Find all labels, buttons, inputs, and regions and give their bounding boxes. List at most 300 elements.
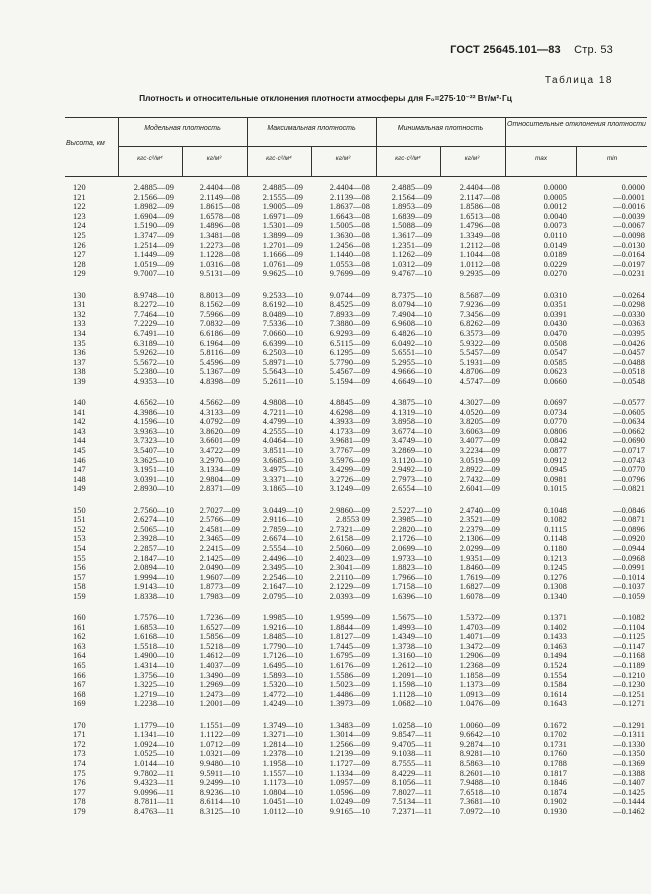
cell-max-kg: 7.3880—09 [329, 319, 370, 329]
cell-max-kg: 2.1229—09 [329, 582, 370, 592]
cell-model-kgf: 2.4885—09 [133, 183, 174, 192]
cell-altitude: 125 [73, 231, 86, 240]
cell-rel-max: 0.0270 [543, 269, 567, 279]
cell-min-kg: 9.2874—10 [459, 739, 500, 749]
cell-rel-min: —0.0634 [613, 417, 645, 427]
cell-altitude: 132 [73, 309, 86, 319]
cell-model-kgf: 2.5065—10 [133, 524, 174, 534]
cell-rel-max: 0.1760 [543, 749, 567, 759]
cell-max-kg: 1.8844—09 [329, 622, 370, 632]
cell-max-kgf: 1.6971—09 [262, 211, 303, 221]
cell-min-kg: 1.1044—08 [459, 250, 500, 260]
cell-max-kgf: 9.2533—10 [262, 290, 303, 300]
header-unit-kg: кг/м³ [335, 155, 351, 162]
cell-max-kgf: 1.5893—10 [262, 670, 303, 680]
cell-model-kgf: 5.9262—10 [133, 348, 174, 358]
cell-min-kg: 3.0519—09 [459, 455, 500, 465]
cell-model-kg: 7.0832—09 [199, 319, 240, 329]
cell-model-kgf: 1.3756—10 [133, 670, 174, 680]
cell-rel-max: 0.0585 [543, 357, 567, 367]
cell-altitude: 126 [73, 240, 86, 250]
cell-model-kg: 1.8773—09 [199, 582, 240, 592]
cell-min-kgf: 9.4705—11 [391, 739, 432, 749]
cell-altitude: 178 [73, 797, 86, 807]
cell-min-kgf: 8.1056—11 [391, 778, 432, 788]
cell-altitude: 162 [73, 632, 86, 642]
cell-max-kgf: 2.0795—10 [262, 591, 303, 601]
cell-rel-max: 0.0149 [543, 240, 567, 250]
cell-model-kgf: 4.1596—10 [133, 417, 174, 427]
cell-model-kgf: 5.5672—10 [133, 357, 174, 367]
cell-min-kg: 2.2379—09 [459, 524, 500, 534]
cell-rel-max: 0.1015 [543, 484, 567, 494]
cell-max-kg: 1.2566—09 [329, 739, 370, 749]
cell-model-kg: 1.0316—08 [199, 259, 240, 269]
cell-min-kg: 1.3349—08 [459, 231, 500, 240]
cell-model-kgf: 8.2272—10 [133, 300, 174, 310]
cell-model-kgf: 1.2238—10 [133, 699, 174, 709]
cell-altitude: 155 [73, 553, 86, 563]
cell-model-kgf: 1.3225—10 [133, 680, 174, 690]
cell-max-kg: 1.8127—09 [329, 632, 370, 642]
cell-max-kgf: 1.9216—10 [262, 622, 303, 632]
cell-rel-min: —0.0426 [613, 338, 645, 348]
cell-model-kg: 2.8371—09 [199, 484, 240, 494]
cell-max-kg: 1.3014—09 [329, 730, 370, 740]
cell-rel-min: —0.1059 [613, 591, 645, 601]
cell-model-kg: 1.0712—09 [199, 739, 240, 749]
cell-rel-max: 0.0229 [543, 259, 567, 269]
cell-model-kg: 1.2969—09 [199, 680, 240, 690]
cell-min-kgf: 7.4904—10 [391, 309, 432, 319]
cell-altitude: 145 [73, 446, 86, 455]
cell-min-kg: 3.4077—09 [459, 436, 500, 446]
cell-rel-min: —0.0944 [613, 543, 645, 553]
cell-model-kgf: 8.9748—10 [133, 290, 174, 300]
cell-max-kg: 2.9860—09 [329, 505, 370, 515]
cell-altitude: 179 [73, 806, 86, 816]
cell-max-kg: 2.4023—09 [329, 553, 370, 563]
cell-rel-min: —0.1168 [613, 651, 645, 661]
cell-rel-min: —0.1444 [613, 797, 645, 807]
cell-model-kg: 8.8013—09 [199, 290, 240, 300]
cell-min-kgf: 7.8027—11 [391, 787, 432, 797]
cell-altitude: 167 [73, 680, 86, 690]
cell-min-kg: 1.7619—09 [459, 572, 500, 582]
cell-altitude: 166 [73, 670, 86, 680]
cell-rel-min: —0.1147 [613, 641, 645, 651]
cell-rel-max: 0.0470 [543, 328, 567, 338]
cell-max-kg: 2.8553 09 [335, 515, 370, 525]
cell-model-kgf: 1.9994—10 [133, 572, 174, 582]
cell-rel-max: 0.0623 [543, 367, 567, 377]
header-max: max [534, 155, 548, 162]
cell-min-kgf: 2.4885—09 [391, 183, 432, 192]
cell-max-kg: 2.5060—09 [329, 543, 370, 553]
cell-altitude: 124 [73, 221, 86, 231]
cell-rel-min: —0.0770 [613, 465, 645, 475]
cell-min-kgf: 7.2371—11 [391, 806, 432, 816]
cell-min-kg: 1.1373—09 [459, 680, 500, 690]
cell-max-kg: 9.0744—09 [329, 290, 370, 300]
cell-altitude: 146 [73, 455, 86, 465]
cell-model-kg: 1.5856—09 [199, 632, 240, 642]
cell-max-kgf: 2.5554—10 [262, 543, 303, 553]
cell-min-kg: 4.0520—09 [459, 407, 500, 417]
cell-rel-max: 0.1433 [543, 632, 567, 642]
cell-max-kgf: 2.9116—10 [262, 515, 303, 525]
cell-max-kgf: 8.6192—10 [262, 300, 303, 310]
cell-min-kg: 8.5687—09 [459, 290, 500, 300]
cell-rel-min: —0.1230 [613, 680, 645, 690]
cell-rel-min: —0.1082 [613, 613, 645, 622]
cell-max-kgf: 4.2555—10 [262, 426, 303, 436]
cell-min-kg: 2.7432—09 [459, 474, 500, 484]
cell-max-kgf: 4.7211—10 [262, 407, 303, 417]
cell-model-kgf: 1.1341—10 [133, 730, 174, 740]
cell-min-kgf: 1.4349—10 [391, 632, 432, 642]
cell-altitude: 157 [73, 572, 86, 582]
cell-min-kg: 3.8205—09 [459, 417, 500, 427]
header-altitude: Высота, км [66, 140, 105, 147]
header-relative-deviation: Относительные отклонения плотности [507, 121, 646, 128]
cell-rel-max: 0.1276 [543, 572, 567, 582]
cell-rel-max: 0.0660 [543, 376, 567, 386]
cell-max-kg: 6.1295—09 [329, 348, 370, 358]
cell-model-kgf: 1.4900—10 [133, 651, 174, 661]
cell-altitude: 143 [73, 426, 86, 436]
cell-max-kgf: 1.8485—10 [262, 632, 303, 642]
cell-max-kgf: 3.4975—10 [262, 465, 303, 475]
cell-altitude: 151 [73, 515, 86, 525]
cell-model-kg: 5.8116—09 [199, 348, 240, 358]
cell-min-kgf: 3.2869—10 [391, 446, 432, 455]
cell-altitude: 150 [73, 505, 86, 515]
cell-max-kg: 9.7699—09 [329, 269, 370, 279]
cell-altitude: 172 [73, 739, 86, 749]
cell-rel-min: —0.1369 [613, 758, 645, 768]
cell-rel-min: —0.1271 [613, 699, 645, 709]
cell-altitude: 144 [73, 436, 86, 446]
cell-max-kg: 3.2726—09 [329, 474, 370, 484]
cell-max-kg: 1.1440—08 [329, 250, 370, 260]
cell-rel-max: 0.0734 [543, 407, 567, 417]
cell-altitude: 176 [73, 778, 86, 788]
cell-min-kgf: 3.6774—10 [391, 426, 432, 436]
cell-model-kg: 3.8620—09 [199, 426, 240, 436]
cell-model-kgf: 1.3747—09 [133, 231, 174, 240]
cell-rel-max: 0.0110 [543, 231, 567, 240]
table-label: Таблица 18 [544, 75, 613, 86]
cell-min-kgf: 9.8547—11 [391, 730, 432, 740]
cell-max-kg: 1.0553—08 [329, 259, 370, 269]
cell-min-kg: 1.4703—09 [459, 622, 500, 632]
header-unit-kg: кг/м³ [464, 155, 480, 162]
cell-altitude: 173 [73, 749, 86, 759]
cell-rel-min: —0.0991 [613, 563, 645, 573]
cell-max-kg: 1.0596—09 [329, 787, 370, 797]
cell-max-kg: 2.1139—08 [329, 192, 370, 202]
cell-max-kgf: 1.1666—09 [262, 250, 303, 260]
cell-rel-min: —0.0330 [613, 309, 645, 319]
cell-model-kgf: 1.1449—09 [133, 250, 174, 260]
cell-rel-max: 0.1731 [543, 739, 567, 749]
cell-min-kg: 7.3456—09 [459, 309, 500, 319]
cell-min-kgf: 9.1038—11 [391, 749, 432, 759]
cell-max-kgf: 6.2503—10 [262, 348, 303, 358]
cell-max-kgf: 3.3371—10 [262, 474, 303, 484]
cell-model-kg: 5.4596—09 [199, 357, 240, 367]
cell-model-kgf: 1.0525—10 [133, 749, 174, 759]
cell-model-kgf: 3.9363—10 [133, 426, 174, 436]
cell-rel-min: —0.0001 [613, 192, 645, 202]
cell-max-kg: 8.4525—09 [329, 300, 370, 310]
cell-rel-max: 0.1788 [543, 758, 567, 768]
cell-rel-max: 0.0189 [543, 250, 567, 260]
cell-model-kg: 2.4404—08 [199, 183, 240, 192]
cell-rel-max: 0.1524 [543, 661, 567, 670]
cell-rel-max: 0.1817 [543, 768, 567, 778]
cell-rel-min: —0.1462 [613, 806, 645, 816]
cell-rel-min: —0.0577 [613, 398, 645, 407]
cell-model-kg: 4.0792—09 [199, 417, 240, 427]
header-unit-kgf: кгс·с²/м⁴ [266, 155, 292, 162]
cell-max-kgf: 2.2546—10 [262, 572, 303, 582]
cell-min-kg: 4.3027—09 [459, 398, 500, 407]
cell-min-kg: 3.6063—09 [459, 426, 500, 436]
cell-model-kg: 2.0490—09 [199, 563, 240, 573]
cell-model-kgf: 1.5518—10 [133, 641, 174, 651]
cell-model-kg: 1.4037—09 [199, 661, 240, 670]
cell-model-kg: 9.2499—10 [199, 778, 240, 788]
cell-altitude: 171 [73, 730, 86, 740]
page-label: Стр. [574, 44, 598, 56]
cell-rel-max: 0.0005 [543, 192, 567, 202]
cell-max-kgf: 2.3495—10 [262, 563, 303, 573]
cell-rel-max: 0.1902 [543, 797, 567, 807]
cell-min-kg: 6.3573—09 [459, 328, 500, 338]
cell-min-kgf: 4.3875—10 [391, 398, 432, 407]
cell-rel-min: —0.0968 [613, 553, 645, 563]
cell-rel-max: 0.1115 [544, 524, 567, 534]
cell-rel-min: —0.1037 [613, 582, 645, 592]
cell-rel-max: 0.0981 [543, 474, 567, 484]
cell-rel-max: 0.0912 [543, 455, 567, 465]
cell-min-kg: 1.0476—09 [459, 699, 500, 709]
cell-model-kg: 1.3490—09 [199, 670, 240, 680]
cell-min-kg: 7.9236—09 [459, 300, 500, 310]
cell-min-kg: 1.0112—08 [459, 259, 500, 269]
cell-max-kgf: 1.4772—10 [262, 689, 303, 699]
cell-model-kg: 3.1334—09 [199, 465, 240, 475]
cell-rel-max: 0.1554 [543, 670, 567, 680]
cell-max-kg: 1.6643—08 [329, 211, 370, 221]
cell-model-kg: 8.9236—10 [199, 787, 240, 797]
cell-min-kgf: 1.0258—10 [391, 720, 432, 730]
cell-model-kgf: 9.0996—11 [133, 787, 174, 797]
cell-max-kg: 1.0957—09 [329, 778, 370, 788]
cell-min-kg: 2.8922—09 [459, 465, 500, 475]
cell-min-kgf: 8.0794—10 [391, 300, 432, 310]
standard-number: ГОСТ 25645.101—83 [450, 44, 561, 56]
cell-altitude: 154 [73, 543, 86, 553]
cell-min-kg: 2.3521—09 [459, 515, 500, 525]
cell-min-kgf: 1.3160—10 [391, 651, 432, 661]
cell-max-kg: 3.5976—09 [329, 455, 370, 465]
cell-model-kg: 2.2415—09 [199, 543, 240, 553]
cell-max-kgf: 2.7859—10 [262, 524, 303, 534]
cell-max-kg: 1.6795—09 [329, 651, 370, 661]
cell-model-kgf: 8.4763—11 [133, 806, 174, 816]
cell-min-kgf: 1.2612—10 [391, 661, 432, 670]
cell-min-kg: 1.5372—09 [459, 613, 500, 622]
cell-min-kg: 6.8262—09 [459, 319, 500, 329]
cell-max-kg: 1.9599—09 [329, 613, 370, 622]
cell-rel-min: —0.0920 [613, 534, 645, 544]
cell-model-kgf: 9.4323—11 [133, 778, 174, 788]
cell-rel-min: —0.0518 [613, 367, 645, 377]
cell-model-kgf: 2.0894—10 [133, 563, 174, 573]
cell-model-kg: 1.4612—09 [199, 651, 240, 661]
cell-rel-max: 0.0430 [543, 319, 567, 329]
cell-min-kgf: 1.1128—10 [391, 689, 432, 699]
cell-model-kg: 5.1367—09 [199, 367, 240, 377]
cell-altitude: 135 [73, 338, 86, 348]
cell-max-kgf: 1.3749—10 [262, 720, 303, 730]
cell-altitude: 120 [73, 183, 86, 192]
cell-altitude: 130 [73, 290, 86, 300]
cell-rel-min: —0.1350 [613, 749, 645, 759]
cell-max-kg: 1.5005—08 [329, 221, 370, 231]
cell-min-kg: 2.4740—09 [459, 505, 500, 515]
cell-model-kgf: 2.2857—10 [133, 543, 174, 553]
cell-model-kgf: 8.7811—11 [134, 797, 174, 807]
cell-rel-min: —0.0298 [613, 300, 645, 310]
cell-model-kg: 2.7027—09 [199, 505, 240, 515]
cell-rel-min: —0.1251 [613, 689, 645, 699]
cell-min-kgf: 2.9492—10 [391, 465, 432, 475]
header-unit-kg: кг/м³ [206, 155, 222, 162]
cell-rel-min: —0.1311 [613, 730, 645, 740]
cell-altitude: 174 [73, 758, 86, 768]
cell-max-kg: 7.8933—09 [329, 309, 370, 319]
cell-min-kgf: 3.8958—10 [391, 417, 432, 427]
cell-max-kg: 2.3041—09 [329, 563, 370, 573]
cell-min-kg: 1.1858—09 [459, 670, 500, 680]
cell-max-kg: 3.7767—09 [329, 446, 370, 455]
cell-min-kgf: 4.1319—10 [391, 407, 432, 417]
cell-min-kg: 1.0060—09 [459, 720, 500, 730]
cell-max-kg: 3.4299—09 [329, 465, 370, 475]
cell-rel-min: —0.0548 [613, 376, 645, 386]
cell-max-kg: 5.7790—09 [329, 357, 370, 367]
cell-rel-max: 0.1371 [543, 613, 567, 622]
cell-max-kg: 4.8845—09 [329, 398, 370, 407]
cell-model-kgf: 3.1951—10 [133, 465, 174, 475]
cell-max-kgf: 1.2814—10 [262, 739, 303, 749]
cell-min-kgf: 2.7973—10 [391, 474, 432, 484]
cell-max-kgf: 1.6495—10 [262, 661, 303, 670]
cell-min-kg: 7.9488—10 [459, 778, 500, 788]
cell-model-kg: 3.2970—09 [199, 455, 240, 465]
cell-model-kg: 9.5911—10 [199, 768, 240, 778]
cell-min-kg: 1.6513—08 [459, 211, 500, 221]
cell-model-kgf: 2.7560—10 [133, 505, 174, 515]
cell-model-kgf: 1.6853—10 [133, 622, 174, 632]
cell-altitude: 122 [73, 202, 86, 212]
cell-model-kgf: 3.7323—10 [133, 436, 174, 446]
cell-altitude: 164 [73, 651, 86, 661]
cell-rel-min: —0.0016 [613, 202, 645, 212]
cell-max-kgf: 9.9625—10 [262, 269, 303, 279]
cell-model-kg: 4.8398—09 [199, 376, 240, 386]
cell-altitude: 152 [73, 524, 86, 534]
cell-min-kgf: 1.1262—09 [391, 250, 432, 260]
cell-max-kg: 1.1334—09 [329, 768, 370, 778]
cell-min-kgf: 2.5227—10 [391, 505, 432, 515]
cell-max-kgf: 2.1647—10 [262, 582, 303, 592]
cell-model-kgf: 1.6904—09 [133, 211, 174, 221]
cell-max-kgf: 2.4496—10 [262, 553, 303, 563]
cell-model-kgf: 4.9353—10 [133, 376, 174, 386]
cell-rel-min: —0.1330 [613, 739, 645, 749]
cell-altitude: 133 [73, 319, 86, 329]
cell-rel-max: 0.0806 [543, 426, 567, 436]
cell-max-kgf: 1.1173—10 [262, 778, 303, 788]
cell-rel-max: 0.0351 [543, 300, 567, 310]
cell-model-kg: 2.9804—09 [199, 474, 240, 484]
cell-rel-max: 0.1874 [543, 787, 567, 797]
cell-model-kg: 3.4722—09 [199, 446, 240, 455]
cell-max-kgf: 1.5320—10 [262, 680, 303, 690]
cell-max-kg: 1.2456—08 [329, 240, 370, 250]
cell-max-kgf: 4.0464—10 [262, 436, 303, 446]
cell-max-kgf: 1.5301—09 [262, 221, 303, 231]
cell-min-kg: 5.9322—09 [459, 338, 500, 348]
cell-min-kg: 3.2234—09 [459, 446, 500, 455]
cell-min-kg: 2.6041—09 [459, 484, 500, 494]
cell-min-kg: 1.9351—09 [459, 553, 500, 563]
cell-model-kgf: 1.0924—10 [133, 739, 174, 749]
cell-altitude: 163 [73, 641, 86, 651]
cell-max-kg: 5.1594—09 [329, 376, 370, 386]
cell-min-kg: 1.8586—08 [459, 202, 500, 212]
cell-rel-max: 0.0073 [543, 221, 567, 231]
cell-min-kgf: 6.4826—10 [391, 328, 432, 338]
cell-model-kg: 8.6114—10 [199, 797, 240, 807]
cell-model-kgf: 6.7491—10 [133, 328, 174, 338]
cell-altitude: 128 [73, 259, 86, 269]
cell-min-kg: 1.0913—09 [459, 689, 500, 699]
cell-min-kgf: 6.0492—10 [391, 338, 432, 348]
cell-min-kgf: 4.9666—10 [391, 367, 432, 377]
cell-max-kg: 6.9293—09 [329, 328, 370, 338]
cell-max-kgf: 7.0660—10 [262, 328, 303, 338]
cell-model-kgf: 9.7007—10 [133, 269, 174, 279]
cell-rel-max: 0.0000 [543, 183, 567, 192]
cell-min-kgf: 1.9733—10 [391, 553, 432, 563]
cell-min-kg: 4.8706—09 [459, 367, 500, 377]
cell-min-kg: 1.2906—09 [459, 651, 500, 661]
cell-max-kgf: 5.8971—10 [262, 357, 303, 367]
cell-rel-min: —0.0264 [613, 290, 645, 300]
cell-max-kgf: 1.9005—09 [262, 202, 303, 212]
cell-model-kg: 1.6578—08 [199, 211, 240, 221]
cell-model-kg: 6.1964—09 [199, 338, 240, 348]
cell-max-kg: 3.9681—09 [329, 436, 370, 446]
cell-model-kgf: 1.8982—09 [133, 202, 174, 212]
cell-altitude: 168 [73, 689, 86, 699]
